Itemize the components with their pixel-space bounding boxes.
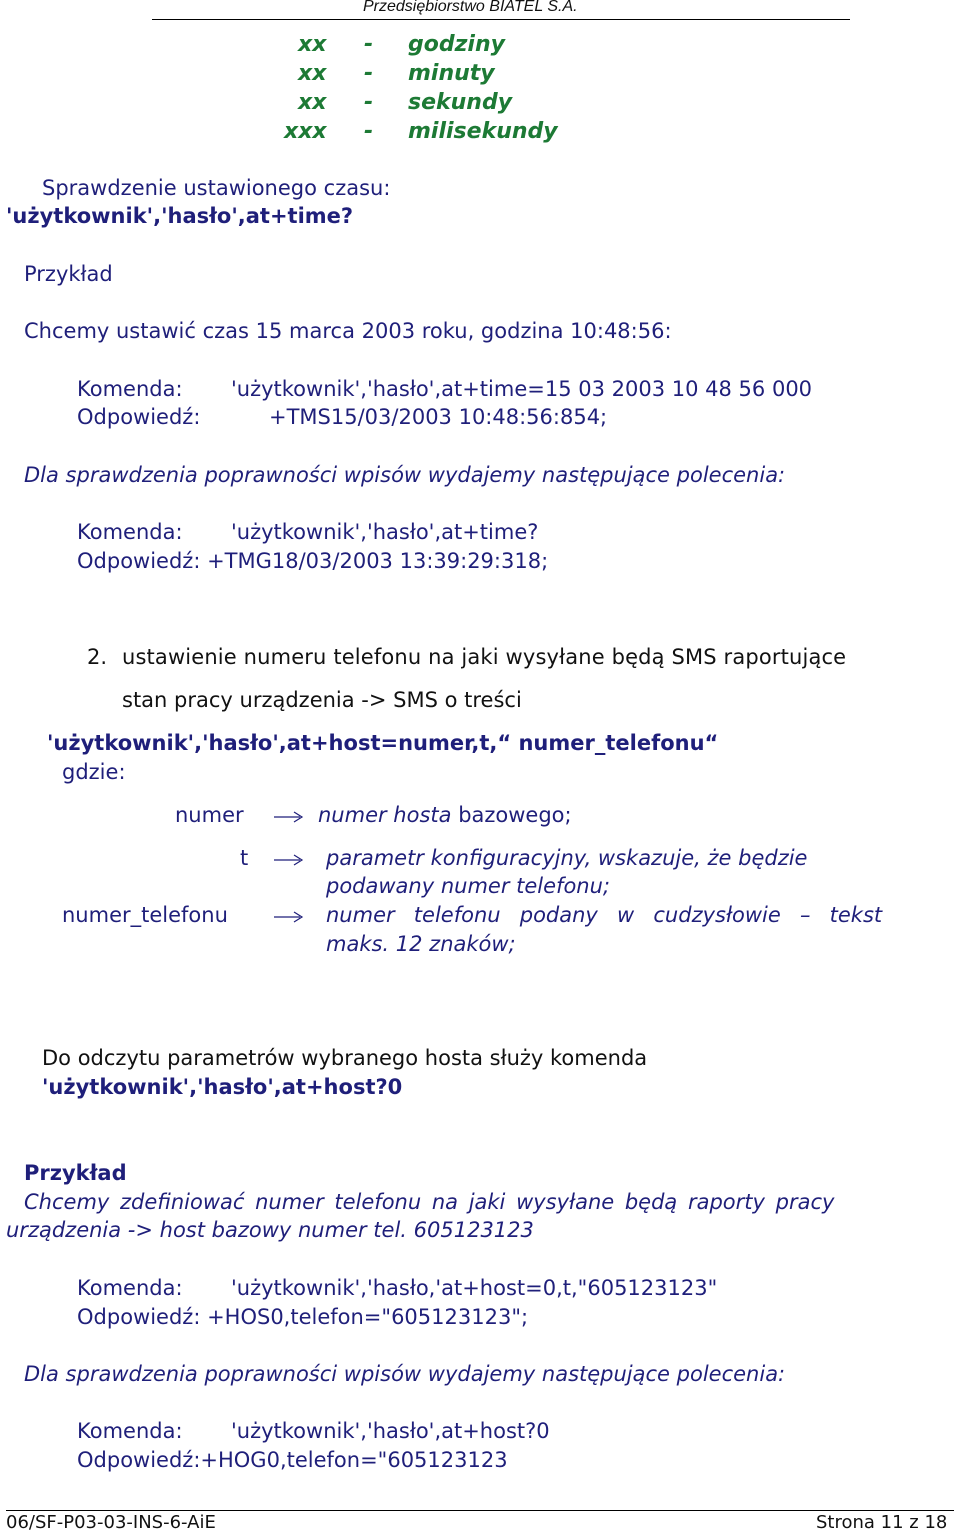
section-number: 2. (87, 645, 108, 669)
example-description: Chcemy zdefiniować numer telefonu na jaki wysyłane będą raporty pracy (24, 1190, 835, 1214)
unit-code: xx (298, 61, 327, 86)
arrow-right-icon (272, 851, 306, 869)
verify-command-label: Komenda: (77, 1419, 183, 1443)
unit-code: xxx (284, 119, 327, 144)
arrow-right-icon (272, 908, 306, 926)
unit-dash: - (364, 90, 374, 115)
section-line1: ustawienie numeru telefonu na jaki wysyłane będą SMS raportujące (122, 645, 847, 669)
param-name: numer_telefonu (62, 903, 228, 927)
response-value: +TMS15/03/2003 10:48:56:854; (269, 405, 608, 429)
check-time-title: Sprawdzenie ustawionego czasu: (42, 176, 391, 200)
check-time-command: 'użytkownik','hasło',at+time? (6, 204, 354, 228)
section-line2: stan pracy urządzenia -> SMS o treści (122, 688, 522, 712)
command-label: Komenda: (77, 1276, 183, 1300)
unit-code: xx (298, 32, 327, 57)
unit-label: milisekundy (408, 119, 558, 144)
unit-label: minuty (408, 61, 495, 86)
verify-text: Dla sprawdzenia poprawności wpisów wydajemy następujące polecenia: (24, 463, 786, 487)
param-name: numer (175, 803, 244, 827)
unit-dash: - (364, 119, 374, 144)
footer-rule (6, 1510, 954, 1511)
verify-response: Odpowiedź:+HOG0,telefon="605123123 (77, 1448, 508, 1472)
example-description-cont: urządzenia -> host bazowy numer tel. 605123123 (6, 1218, 534, 1242)
param-desc: parametr konfiguracyjny, wskazuje, że będzie (326, 846, 808, 870)
response-label: Odpowiedź: (77, 405, 201, 429)
param-desc: numer telefonu podany w cudzysłowie – tekst (326, 903, 883, 927)
arrow-right-icon (272, 808, 306, 826)
header-company: Przedsiębiorstwo BIATEL S.A. (363, 0, 578, 15)
host-command: 'użytkownik','hasło',at+host=numer,t,“ numer_telefonu“ (47, 731, 719, 755)
example-description: Chcemy ustawić czas 15 marca 2003 roku, godzina 10:48:56: (24, 319, 672, 343)
command-label: Komenda: (77, 377, 183, 401)
unit-label: godziny (408, 32, 505, 57)
verify-text: Dla sprawdzenia poprawności wpisów wydajemy następujące polecenia: (24, 1362, 786, 1386)
response: Odpowiedź: +HOS0,telefon="605123123"; (77, 1305, 529, 1329)
verify-command-value: 'użytkownik','hasło',at+host?0 (231, 1419, 550, 1443)
read-host-text: Do odczytu parametrów wybranego hosta służy komenda (42, 1046, 648, 1070)
command-value: 'użytkownik','hasło,'at+host=0,t,"605123123" (231, 1276, 718, 1300)
param-desc: numer hosta bazowego; (318, 803, 572, 827)
footer-page-number: Strona 11 z 18 (816, 1512, 948, 1533)
unit-dash: - (364, 32, 374, 57)
verify-command-value: 'użytkownik','hasło',at+time? (231, 520, 539, 544)
verify-response: Odpowiedź: +TMG18/03/2003 13:39:29:318; (77, 549, 549, 573)
footer-doc-id: 06/SF-P03-03-INS-6-AiE (6, 1512, 216, 1533)
param-desc-cont: maks. 12 znaków; (326, 932, 516, 956)
gdzie-label: gdzie: (62, 760, 126, 784)
command-value: 'użytkownik','hasło',at+time=15 03 2003 10 48 56 000 (231, 377, 813, 401)
param-name: t (240, 846, 249, 870)
param-desc-cont: podawany numer telefonu; (326, 874, 610, 898)
example-heading: Przykład (24, 262, 113, 286)
unit-dash: - (364, 61, 374, 86)
unit-label: sekundy (408, 90, 513, 115)
verify-command-label: Komenda: (77, 520, 183, 544)
read-host-command: 'użytkownik','hasło',at+host?0 (42, 1075, 403, 1099)
example-heading: Przykład (24, 1161, 127, 1185)
header-rule (152, 19, 850, 20)
unit-code: xx (298, 90, 327, 115)
